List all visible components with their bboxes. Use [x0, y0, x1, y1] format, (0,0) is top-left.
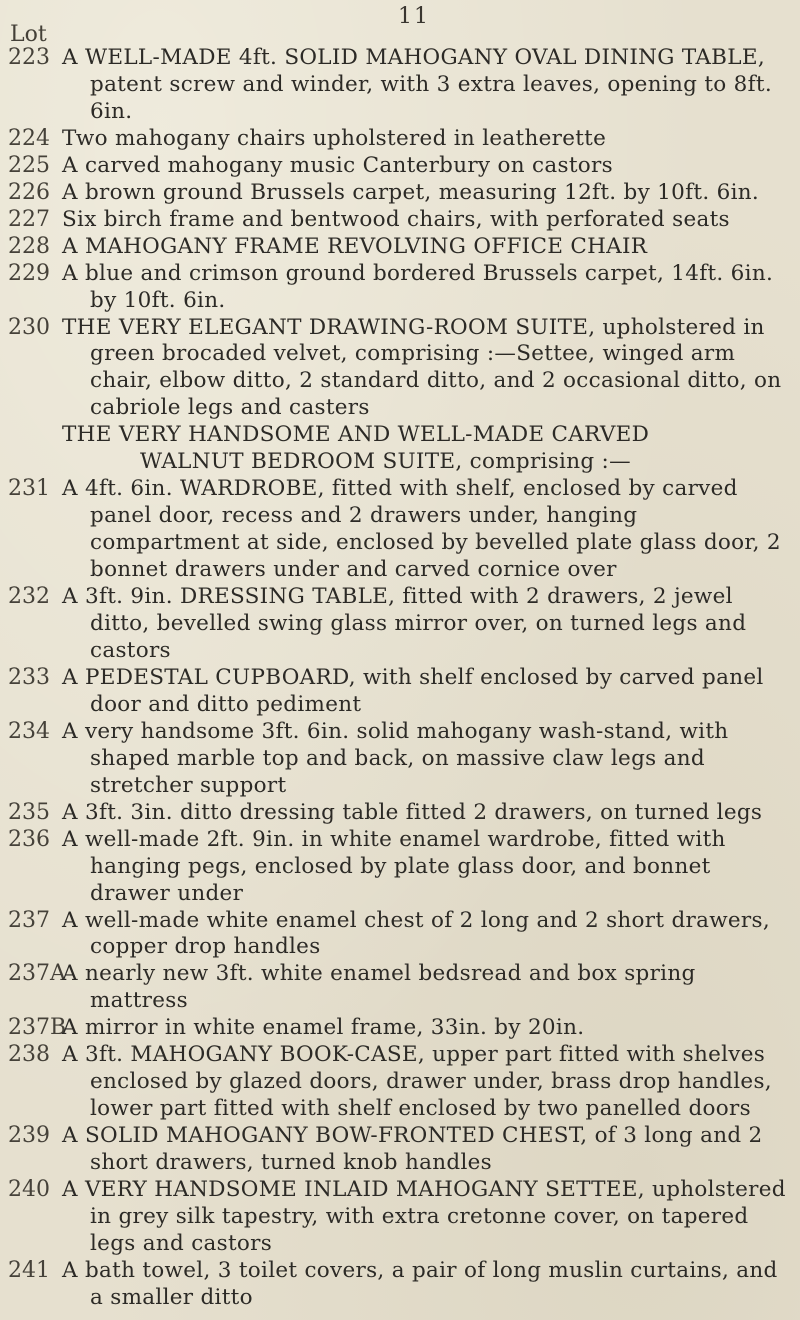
lot-text: A 3ft. 3in. ditto dressing table fitted 2 drawers, on turned legs: [62, 799, 763, 825]
lot-description: [62, 1015, 794, 1042]
lot-description: [62, 1177, 794, 1258]
lot-number: 232: [8, 584, 50, 610]
lot-description: [62, 261, 794, 315]
lot-description: [62, 315, 794, 423]
lot-text: A PEDESTAL CUPBOARD, with shelf enclosed by carved panel door and ditto pediment: [62, 664, 764, 717]
lot-text: A VERY HANDSOME INLAID MAHOGANY SETTEE, upholstered in grey silk tapestry, with extra cretonne cover, on tapered legs and castors: [62, 1177, 786, 1256]
lot-text: Six birch frame and bentwood chairs, with perforated seats: [62, 206, 730, 232]
lot-description: [62, 827, 794, 908]
lot-number: 230: [8, 314, 50, 340]
lot-number: 226: [8, 179, 50, 205]
lot-description: [62, 1123, 794, 1177]
lot-text: A very handsome 3ft. 6in. solid mahogany wash-stand, with shaped marble top and back, on massive claw legs and stretcher support: [62, 718, 729, 798]
lot-number: 239: [8, 1123, 50, 1149]
lot-description: [62, 1042, 794, 1123]
lot-description: [62, 665, 794, 719]
lot-text: A bath towel, 3 toilet covers, a pair of long muslin curtains, and a smaller ditto: [62, 1257, 778, 1310]
lot-text: A WELL-MADE 4ft. SOLID MAHOGANY OVAL DINING TABLE, patent screw and winder, with 3 extra leaves, opening to 8ft. 6in.: [62, 45, 772, 124]
lot-description: [62, 1258, 794, 1312]
lot-number: 234: [8, 718, 50, 744]
lot-description: [62, 908, 794, 962]
lot-text: A well-made 2ft. 9in. in white enamel wardrobe, fitted with hanging pegs, enclosed by plate glass door, and bonnet drawer under: [62, 826, 726, 906]
lot-number: 241: [8, 1257, 50, 1283]
lot-text: A 3ft. MAHOGANY BOOK-CASE, upper part fitted with shelves enclosed by glazed doors, drawer under, brass drop handles, lower part fitted with shelf enclosed by two panelled doors: [62, 1042, 772, 1122]
lot-number: 223: [8, 45, 50, 70]
lot-text: THE VERY ELEGANT DRAWING-ROOM SUITE, upholstered in green brocaded velvet, comprising :—Settee, winged arm chair, elbow ditto, 2 standard ditto, and 2 occasional ditto, on cabriole legs and casters: [62, 314, 782, 421]
lot-number: 229: [8, 260, 50, 286]
lot-text: A carved mahogany music Canterbury on castors: [62, 152, 613, 178]
lot-number: 224: [8, 125, 50, 151]
lot-number: 225: [8, 152, 50, 178]
lot-description: [62, 800, 794, 827]
lot-column-header: Lot: [10, 22, 47, 47]
lot-description: [62, 153, 794, 180]
lot-text: A SOLID MAHOGANY BOW-FRONTED CHEST, of 3 long and 2 short drawers, turned knob handles: [62, 1123, 763, 1176]
lot-description: [62, 234, 794, 261]
lot-text: A well-made white enamel chest of 2 long and 2 short drawers, copper drop handles: [62, 907, 770, 960]
section-heading-line2: WALNUT BEDROOM SUITE, comprising :—: [140, 449, 631, 475]
lot-number: 228: [8, 233, 50, 259]
lot-number: 236: [8, 826, 50, 852]
lot-description: [62, 207, 794, 234]
lot-number: 237A: [8, 961, 66, 987]
lot-description: [62, 476, 794, 584]
lot-description: [62, 45, 794, 126]
section-heading-line1: THE VERY HANDSOME AND WELL-MADE CARVED: [62, 422, 650, 448]
lot-description: [62, 961, 794, 1015]
lot-number: 240: [8, 1177, 50, 1203]
page-number: 11: [398, 4, 430, 29]
lot-text: A nearly new 3ft. white enamel bedsread and box spring mattress: [62, 961, 696, 1014]
lot-number: 238: [8, 1042, 50, 1068]
lot-text: Two mahogany chairs upholstered in leatherette: [62, 125, 607, 151]
lot-number: 227: [8, 206, 50, 232]
lot-number: 235: [8, 799, 50, 825]
lot-text: A 3ft. 9in. DRESSING TABLE, fitted with 2 drawers, 2 jewel ditto, bevelled swing glass mirror over, on turned legs and castors: [62, 584, 747, 663]
lot-number: 237B: [8, 1015, 67, 1041]
lot-number: 233: [8, 664, 50, 690]
lot-text: A brown ground Brussels carpet, measuring 12ft. by 10ft. 6in.: [62, 179, 760, 205]
lot-text: A 4ft. 6in. WARDROBE, fitted with shelf, enclosed by carved panel door, recess and 2 drawers under, hanging compartment at side, enclosed by bevelled plate glass door, 2 bonnet drawers under and carved cornice over: [62, 476, 781, 583]
lot-text: A blue and crimson ground bordered Brussels carpet, 14ft. 6in. by 10ft. 6in.: [62, 260, 774, 313]
lot-description: [62, 719, 794, 800]
lot-description: [62, 126, 794, 153]
lot-number: 237: [8, 907, 50, 933]
lot-description: [62, 180, 794, 207]
lot-text: A MAHOGANY FRAME REVOLVING OFFICE CHAIR: [62, 233, 648, 259]
section-heading: [62, 422, 794, 476]
lot-text: A mirror in white enamel frame, 33in. by 20in.: [62, 1015, 585, 1041]
lot-description: [62, 584, 794, 665]
lot-number: 231: [8, 476, 50, 502]
